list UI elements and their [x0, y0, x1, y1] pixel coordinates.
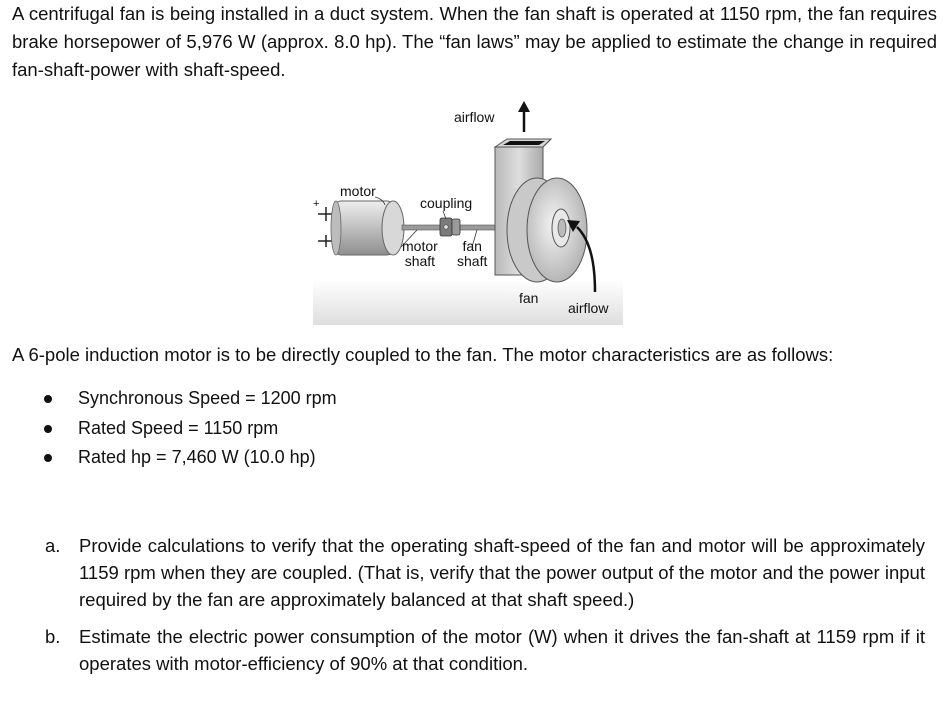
task-item-b: [45, 623, 925, 677]
spec-text: Synchronous Speed = 1200 rpm: [78, 388, 337, 408]
spec-item: [40, 443, 337, 473]
motor-body-icon: [331, 201, 404, 255]
intro-paragraph: A centrifugal fan is being installed in a duct system. When the fan shaft is operated at 1150 rpm, the fan requires brake horsepower of 5,976 W (approx. 8.0 hp). The “fan laws” may be applied to estimate the change in required fan-shaft-power with shaft-speed.: [12, 3, 937, 80]
motor-intro-paragraph: A 6-pole induction motor is to be directly coupled to the fan. The motor characteristics are as follows:: [12, 344, 834, 365]
plus-sign-label: +: [313, 198, 320, 210]
airflow-bottom-label: airflow: [568, 300, 609, 316]
fan-label: fan: [519, 290, 539, 306]
shaft-coupling-icon: [402, 218, 498, 236]
airflow-top-label: airflow: [454, 109, 495, 125]
spec-item: [40, 414, 337, 444]
motor-label: motor: [340, 183, 376, 199]
task-item-a: [45, 532, 925, 613]
task-list: [45, 532, 925, 677]
coupling-label: coupling: [420, 195, 473, 211]
spec-text: Rated hp = 7,460 W (10.0 hp): [78, 447, 316, 467]
spec-item: [40, 384, 337, 414]
task-marker: b.: [45, 626, 61, 647]
motor-shaft-label: motor shaft: [402, 238, 438, 269]
fan-housing-icon: [507, 178, 587, 282]
bullet-icon: [44, 454, 52, 462]
fan-shaft-label: fan shaft: [457, 238, 488, 269]
spec-text: Rated Speed = 1150 rpm: [78, 417, 279, 438]
motor-spec-list: [40, 384, 337, 473]
task-marker: a.: [45, 535, 61, 556]
diagram-drawing: [305, 95, 635, 327]
task-text: Provide calculations to verify that the operating shaft-speed of the fan and motor will be approximately 1159 rpm when they are coupled. (That is, verify that the power output of the motor and the power input required by the fan are approximately balanced at that shaft speed.): [79, 535, 925, 610]
fan-motor-diagram: [305, 95, 635, 327]
task-text: Estimate the electric power consumption of the motor (W) when it drives the fan-shaft at 1159 rpm if it operates with motor-efficiency of 90% at that condition.: [79, 626, 925, 674]
bullet-icon: [44, 425, 52, 433]
bullet-icon: [44, 395, 52, 403]
airflow-up-arrow-icon: [518, 101, 530, 132]
